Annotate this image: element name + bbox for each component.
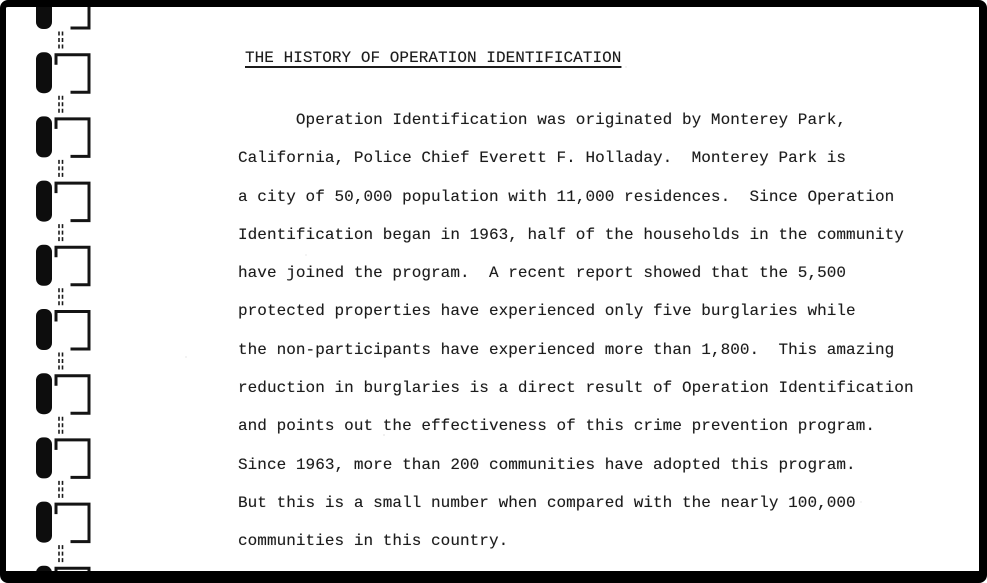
text-line-9: and points out the effectiveness of this crime prevention program. (238, 417, 876, 436)
text-line-4: Identification began in 1963, half of the households in the community (238, 225, 904, 244)
text-line-12: communities in this country. (238, 532, 509, 551)
text-line-6: protected properties have experienced only five burglaries while (238, 302, 856, 321)
text-line-10: Since 1963, more than 200 communities have adopted this program. (238, 455, 856, 474)
text-line-1: Operation Identification was originated by Monterey Park, (238, 111, 847, 129)
text-line-11: But this is a small number when compared with the nearly 100,000 (238, 493, 856, 512)
text-line-7: the non-participants have experienced more than 1,800. This amazing (238, 340, 895, 359)
page-content (6, 7, 979, 571)
text-line-3: a city of 50,000 population with 11,000 residences. Since Operation (238, 187, 895, 206)
text-line-5: have joined the program. A recent report showed that the 5,500 (238, 264, 847, 283)
document-body (238, 101, 914, 561)
document-title: THE HISTORY OF OPERATION IDENTIFICATION (245, 49, 622, 67)
text-line-2: California, Police Chief Everett F. Holladay. Monterey Park is (238, 149, 847, 168)
text-line-8: reduction in burglaries is a direct result of Operation Identification (238, 379, 914, 398)
